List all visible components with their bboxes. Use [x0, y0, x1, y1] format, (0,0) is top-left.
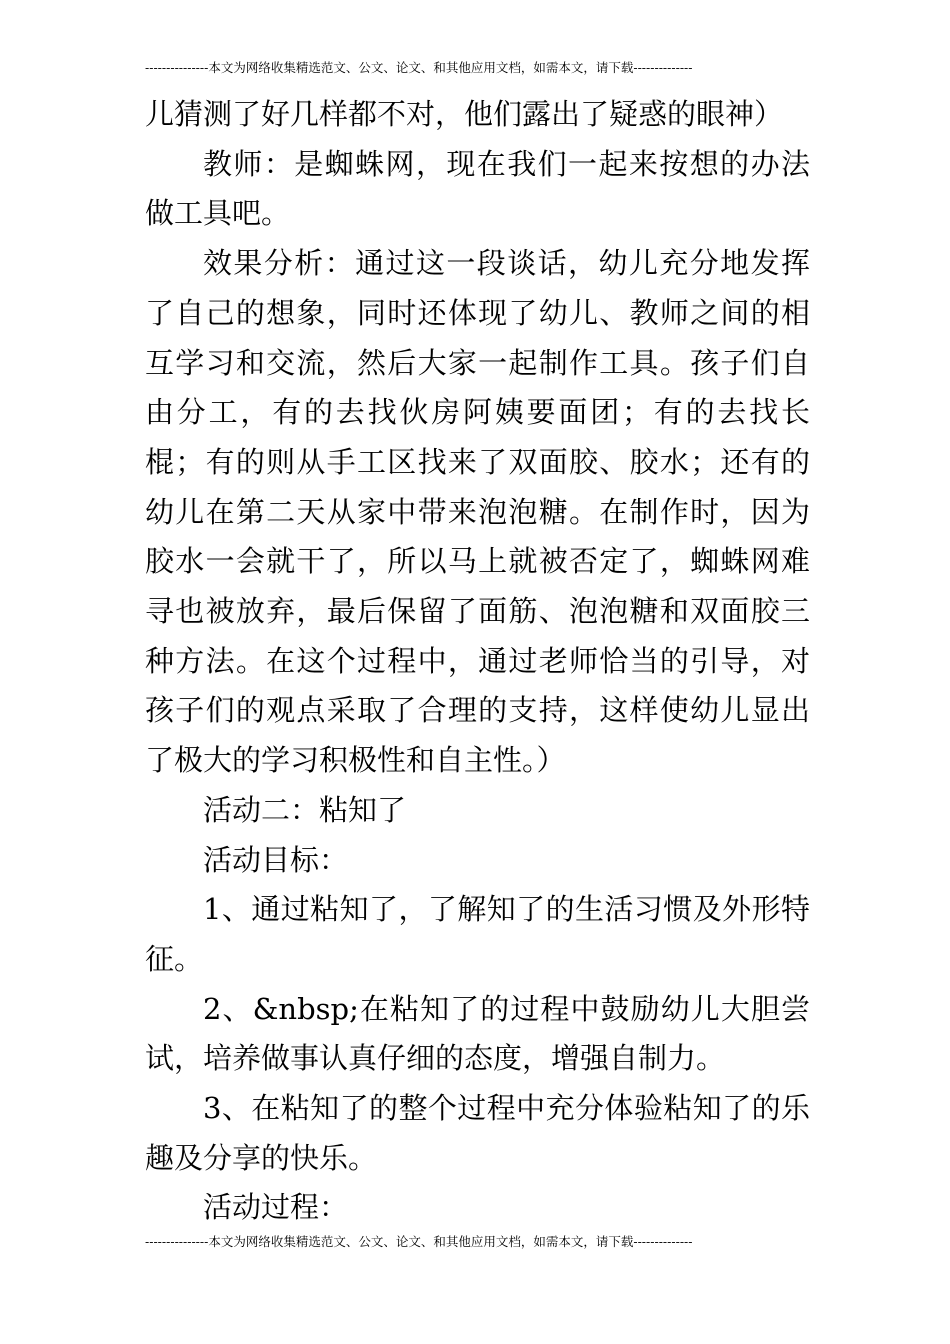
activity-goals-heading: 活动目标： [203, 842, 349, 877]
page-header: ---------------本文为网络收集精选范文、公文、论文、和其他应用文档，如需本文，请下载-------------- [145, 60, 693, 75]
paragraph-continuation: 儿猜测了好几样都不对，他们露出了疑惑的眼神） [145, 97, 784, 131]
activity-two-title: 活动二：粘知了 [203, 792, 407, 827]
paragraph-effect-analysis: 效果分析：通过这一段谈话，幼儿充分地发挥了自己的想象，同时还体现了幼儿、教师之间的相互学习和交流，然后大家一起制作工具。孩子们自由分工，有的去找伙房阿姨要面团；有的去找长棍；有的则从手工区找来了双面胶、胶水；还有的幼儿在第二天从家中带来泡泡糖。在制作时，因为胶水一会就干了，所以马上就被否定了，蜘蛛网难寻也被放弃，最后保留了面筋、泡泡糖和双面胶三种方法。在这个过程中，通过老师恰当的引导，对孩子们的观点采取了合理的支持，这样使幼儿显出了极大的学习积极性和自主性。） [145, 246, 810, 778]
goal-item-2: 2、&nbsp;在粘知了的过程中鼓励幼儿大胆尝试，培养做事认真仔细的态度，增强自制力。 [145, 991, 810, 1076]
goal-item-1: 1、通过粘知了，了解知了的生活习惯及外形特征。 [145, 892, 810, 976]
paragraph-teacher-line: 教师：是蜘蛛网，现在我们一起来按想的办法做工具吧。 [145, 146, 810, 231]
document-body [145, 90, 810, 1233]
page-footer: ---------------本文为网络收集精选范文、公文、论文、和其他应用文档，如需本文，请下载-------------- [145, 1234, 693, 1249]
goal-item-3: 3、在粘知了的整个过程中充分体验粘知了的乐趣及分享的快乐。 [145, 1091, 810, 1175]
activity-process-heading: 活动过程： [203, 1190, 349, 1225]
